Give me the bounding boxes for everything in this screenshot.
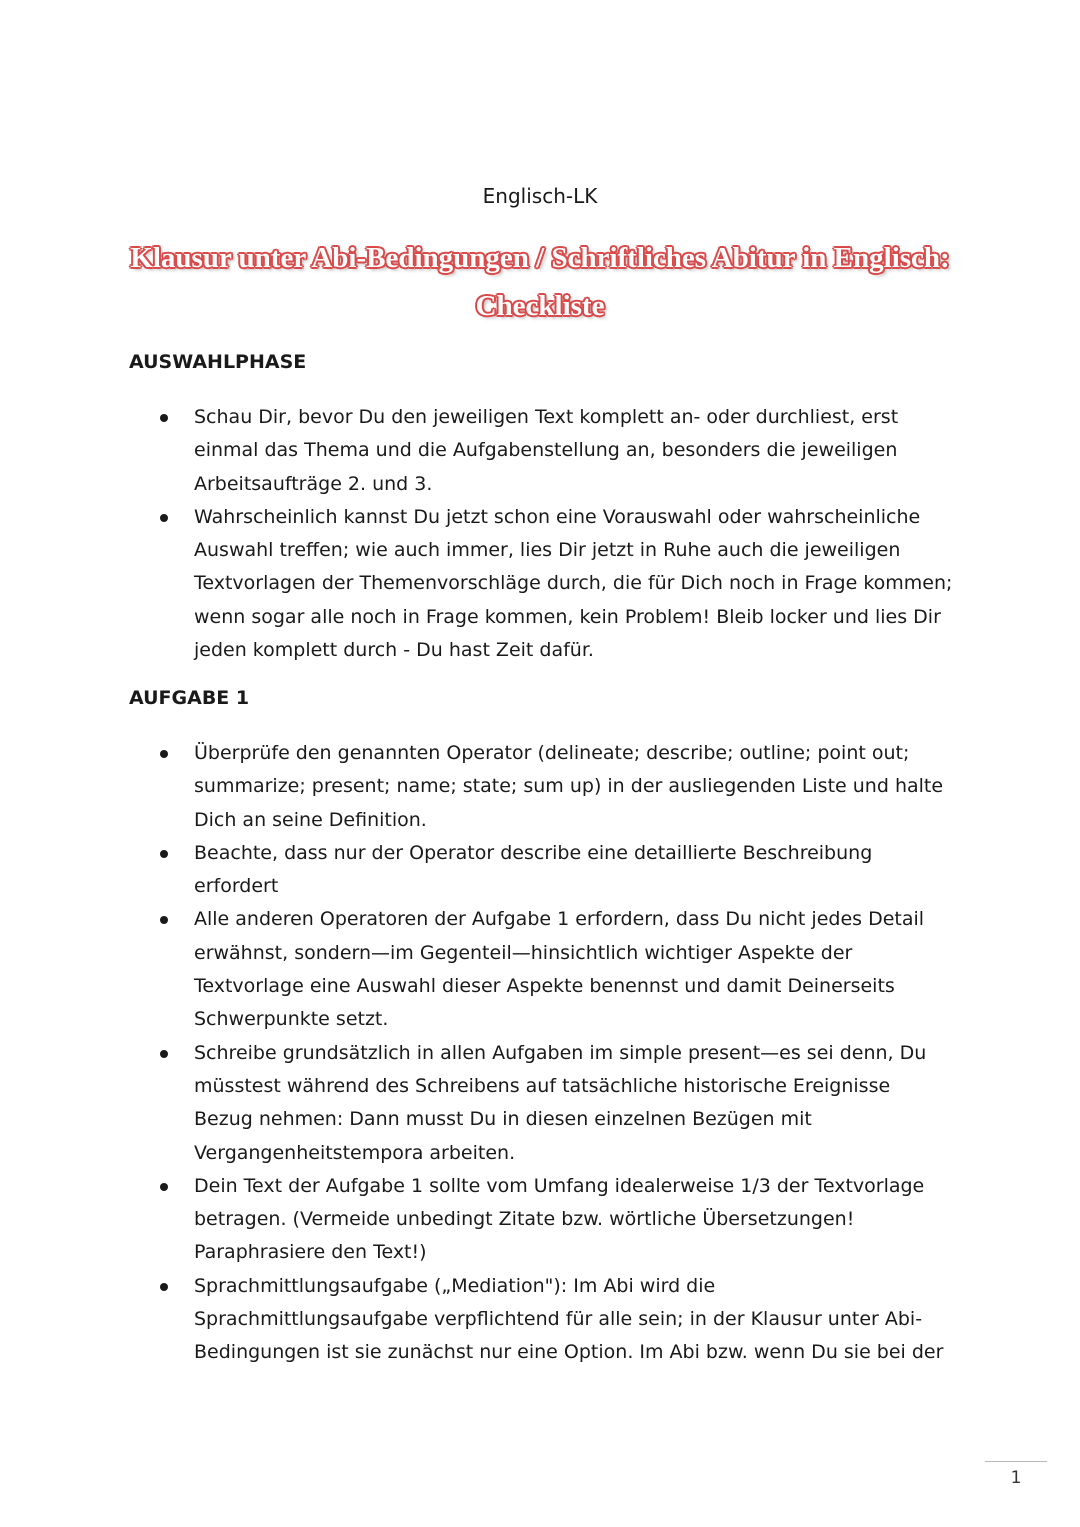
bullet-icon <box>160 750 168 758</box>
document-title: Klausur unter Abi-Bedingungen / Schriftliches Abitur in Englisch: Checkliste <box>130 242 950 322</box>
list-item-text: Überprüfe den genannten Operator (delineate; describe; outline; point out; summarize; present; name; state; sum up) in der ausliegenden Liste und halte Dich an seine Definition. <box>194 742 944 831</box>
bullet-icon <box>160 1183 168 1191</box>
bullet-icon <box>160 916 168 924</box>
list-item <box>129 501 954 667</box>
section-heading: AUFGABE 1 <box>129 687 250 709</box>
list-item <box>129 1037 954 1170</box>
page-number: 1 <box>1010 1468 1022 1488</box>
list-item-text: Schau Dir, bevor Du den jeweiligen Text komplett an- oder durchliest, erst einmal das Thema und die Aufgabenstellung an, besonders die jeweiligen Arbeitsaufträge 2. und 3. <box>194 406 899 495</box>
bullet-list <box>129 737 989 1370</box>
list-item <box>129 1170 954 1270</box>
list-item-text: Dein Text der Aufgabe 1 sollte vom Umfang idealerweise 1/3 der Textvorlage betragen. (Vermeide unbedingt Zitate bzw. wörtliche Übersetzungen! Paraphrasiere den Text!) <box>194 1174 925 1264</box>
list-item-text: Sprachmittlungsaufgabe („Mediation"): Im Abi wird die Sprachmittlungsaufgabe verpflichtend für alle sein; in der Klausur unter Abi-Bedingungen ist sie zunächst nur eine Option. Im Abi bzw. wenn Du sie bei der <box>194 1274 944 1364</box>
list-item-text: Alle anderen Operatoren der Aufgabe 1 erfordern, dass Du nicht jedes Detail erwähnst, sondern—im Gegenteil—hinsichtlich wichtiger Aspekte der Textvorlage eine Auswahl dieser Aspekte benennst und damit Deinerseits Schwerpunkte setzt. <box>194 908 925 1031</box>
bullet-icon <box>160 1050 168 1058</box>
list-item-text: Beachte, dass nur der Operator describe eine detaillierte Beschreibung erfordert <box>194 841 873 898</box>
section-auswahlphase <box>129 348 989 667</box>
bullet-icon <box>160 1283 168 1291</box>
list-item <box>129 401 954 501</box>
list-item <box>129 737 954 837</box>
list-item <box>129 903 954 1036</box>
list-item-text: Schreibe grundsätzlich in allen Aufgaben im simple present—es sei denn, Du müsstest während des Schreibens auf tatsächliche historische Ereignisse Bezug nehmen: Dann musst Du in diesen einzelnen Bezügen mit Vergangenheitstempora arbeiten. <box>194 1041 927 1164</box>
section-aufgabe-1 <box>129 684 989 1370</box>
footer-divider <box>985 1461 1047 1462</box>
course-label: Englisch-LK <box>482 184 598 208</box>
bullet-icon <box>160 850 168 858</box>
section-heading: AUSWAHLPHASE <box>129 351 307 373</box>
bullet-list <box>129 401 989 667</box>
list-item <box>129 1270 954 1370</box>
bullet-icon <box>160 414 168 422</box>
list-item-text: Wahrscheinlich kannst Du jetzt schon eine Vorauswahl oder wahrscheinliche Auswahl treffen; wie auch immer, lies Dir jetzt in Ruhe auch die jeweiligen Textvorlagen der Themenvorschläge durch, die für Dich noch in Frage kommen; wenn sogar alle noch in Frage kommen, kein Problem! Bleib locker und lies Dir jeden komplett durch - Du hast Zeit dafür. <box>194 505 953 662</box>
bullet-icon <box>160 514 168 522</box>
list-item <box>129 837 954 904</box>
